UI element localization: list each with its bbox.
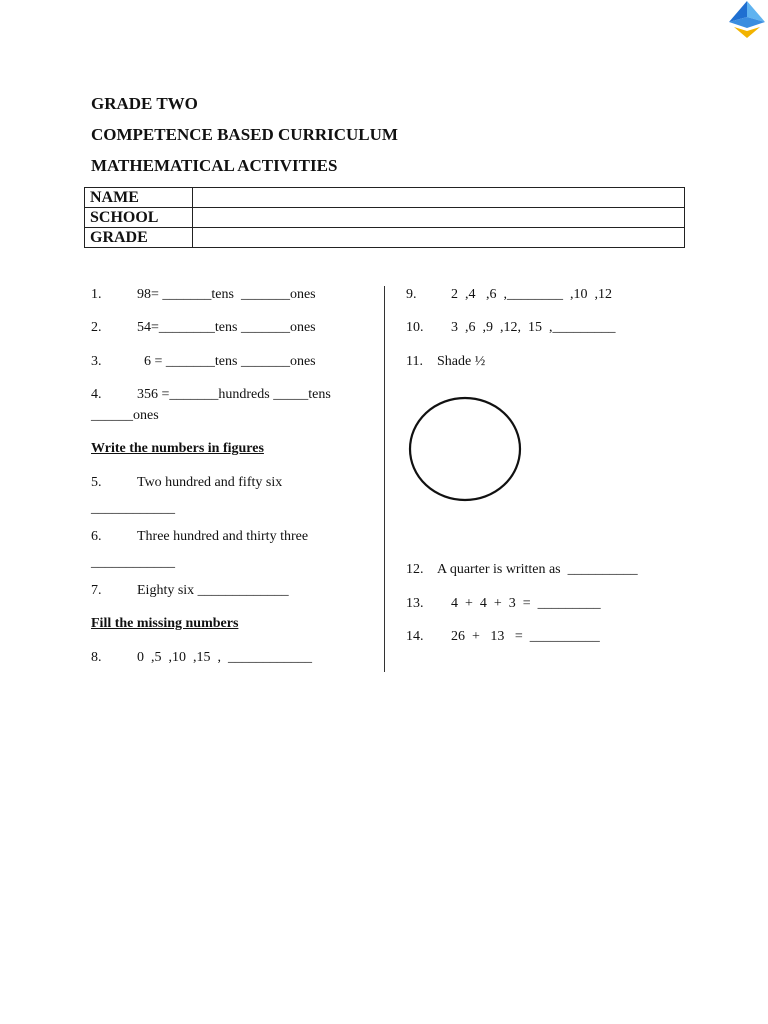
question-5-answer-line: ____________ [91, 501, 175, 516]
question-number: 11. [406, 354, 423, 369]
column-divider [384, 286, 385, 672]
school-field[interactable] [193, 208, 685, 228]
question-number: 12. [406, 562, 424, 577]
question-4-continuation: ______ones [91, 408, 159, 423]
grade-label: GRADE [85, 228, 193, 248]
grade-heading: GRADE TWO [91, 94, 198, 113]
question-text: 26 + 13 = __________ [437, 629, 600, 644]
question-number: 7. [91, 583, 102, 598]
publisher-logo-icon [726, 0, 768, 40]
section-title-missing-numbers: Fill the missing numbers [91, 616, 239, 631]
question-number: 10. [406, 320, 424, 335]
question-14 [406, 627, 600, 687]
question-number: 3. [91, 354, 102, 369]
question-text: Shade ½ [437, 354, 486, 369]
question-number: 14. [406, 629, 424, 644]
section-title-figures: Write the numbers in figures [91, 441, 264, 456]
question-number: 13. [406, 596, 424, 611]
name-field[interactable] [193, 188, 685, 208]
table-row [85, 208, 685, 228]
question-text: 0 ,5 ,10 ,15 , ____________ [137, 650, 312, 665]
question-text: 3 ,6 ,9 ,12, 15 ,_________ [437, 320, 616, 335]
question-number: 8. [91, 650, 102, 665]
question-number: 4. [91, 387, 102, 402]
question-6-answer-line: ____________ [91, 555, 175, 570]
table-row [85, 188, 685, 208]
name-label: NAME [85, 188, 193, 208]
question-text: 4 + 4 + 3 = _________ [437, 596, 601, 611]
question-number: 6. [91, 529, 102, 544]
question-text: 54=________tens _______ones [137, 320, 316, 335]
student-info-table [84, 187, 685, 248]
shade-circle[interactable] [408, 396, 522, 502]
question-number: 9. [406, 287, 417, 302]
question-text: Three hundred and thirty three [137, 529, 309, 544]
question-text: 356 =_______hundreds _____tens [137, 387, 331, 402]
question-text: A quarter is written as __________ [437, 562, 638, 577]
question-text: 2 ,4 ,6 ,________ ,10 ,12 [437, 287, 612, 302]
question-text: Eighty six _____________ [137, 583, 289, 598]
question-number: 5. [91, 475, 102, 490]
question-text: Two hundred and fifty six [137, 475, 283, 490]
question-number: 1. [91, 287, 102, 302]
table-row [85, 228, 685, 248]
question-text: 98= _______tens _______ones [137, 287, 316, 302]
question-text: 6 = _______tens _______ones [137, 354, 316, 369]
question-number: 2. [91, 320, 102, 335]
curriculum-heading: COMPETENCE BASED CURRICULUM [91, 125, 398, 144]
subject-heading: MATHEMATICAL ACTIVITIES [91, 156, 338, 175]
grade-field[interactable] [193, 228, 685, 248]
school-label: SCHOOL [85, 208, 193, 228]
question-8 [91, 648, 312, 708]
